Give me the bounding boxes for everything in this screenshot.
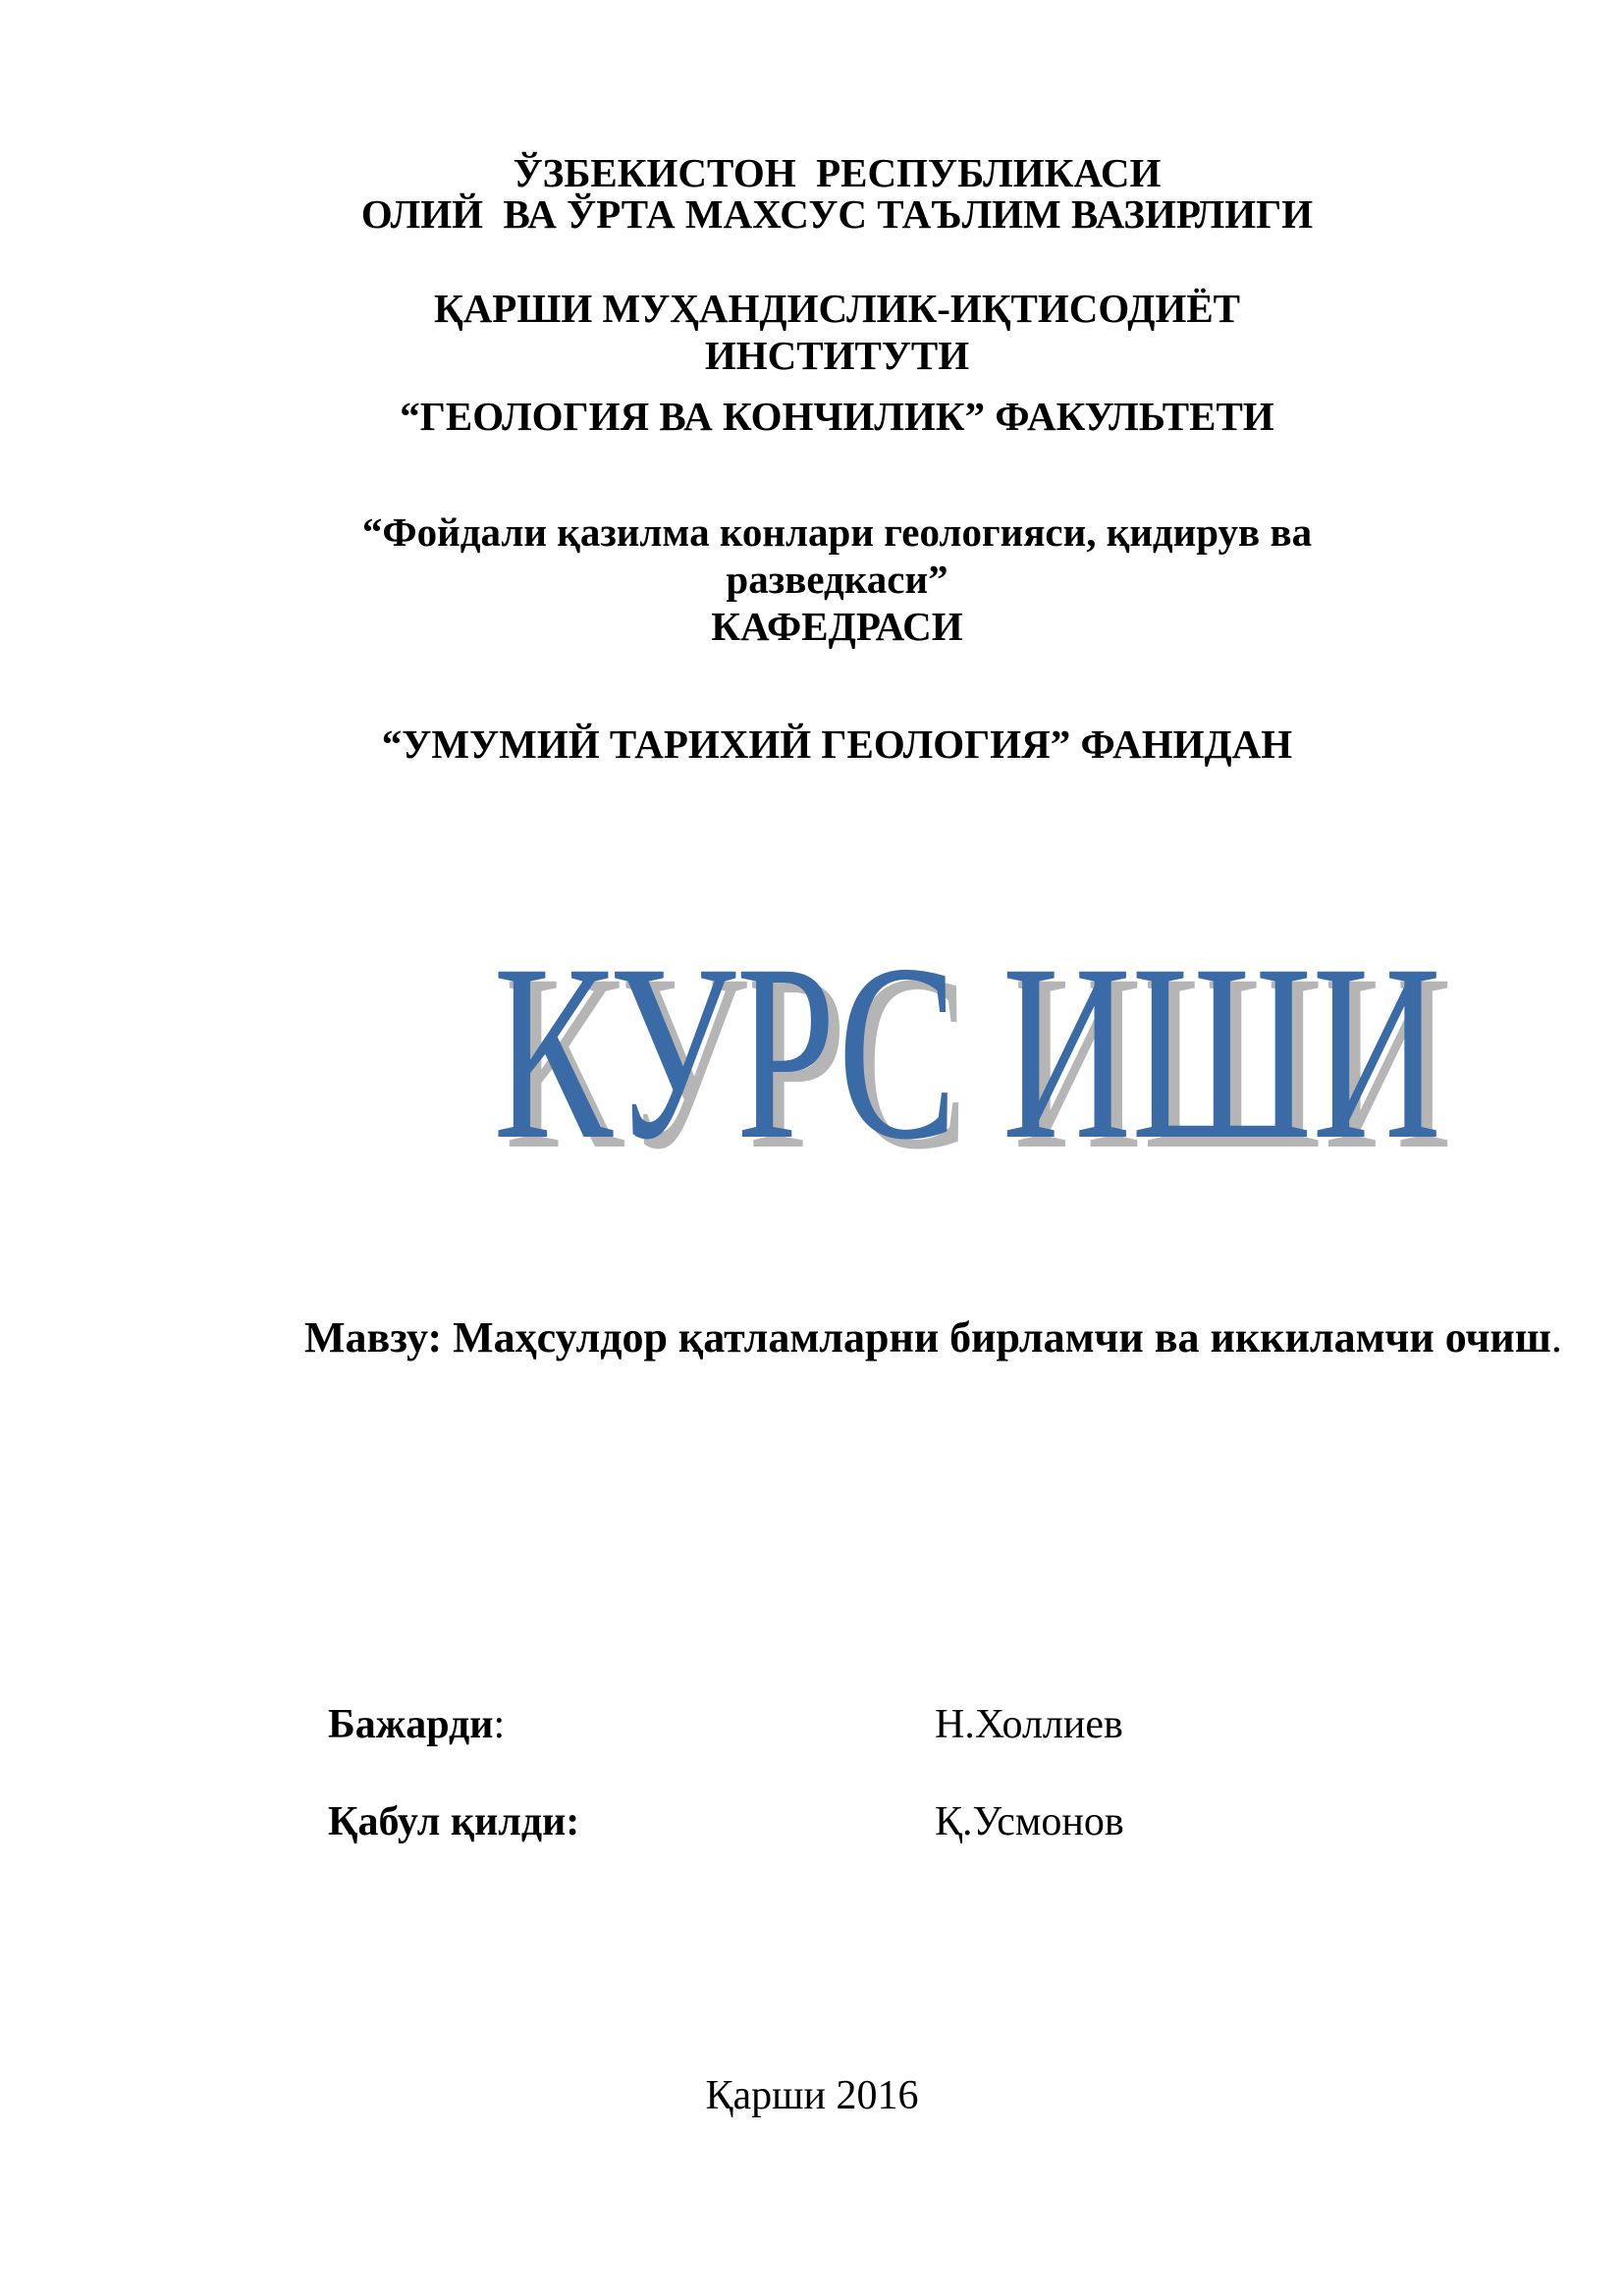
reviewer-label-text: Қабул қилди:: [328, 1799, 580, 1844]
topic-line: [304, 1314, 1562, 1362]
topic-text: Маҳсулдор қатламларни бирламчи ва иккиламчи очиш: [442, 1313, 1551, 1362]
city-year: Қарши 2016: [705, 2073, 919, 2118]
topic-period: .: [1550, 1313, 1562, 1362]
faculty-name: “ГЕОЛОГИЯ ВА КОНЧИЛИК” ФАКУЛЬТЕТИ: [400, 394, 1274, 439]
performer-label: [328, 1701, 505, 1748]
course-work-title-text: КУРС ИШИ: [493, 912, 1442, 1192]
institute-name: ҚАРШИ МУҲАНДИСЛИК-ИҚТИСОДИЁТ ИНСТИТУТИ: [433, 286, 1251, 378]
ministry-line: ОЛИЙ ВА ЎРТА МАХСУС ТАЪЛИМ ВАЗИРЛИГИ: [360, 191, 1314, 237]
performer-row: [299, 1701, 1375, 1748]
performer-label-colon: :: [493, 1702, 506, 1747]
department-title: “Фойдали қазилма конлари геологияси, қидирув ва разведкаси”: [361, 509, 1323, 602]
performer-name: Н.Холлиев: [935, 1702, 1123, 1747]
reviewer-label: [328, 1798, 579, 1845]
reviewer-name: Қ.Усмонов: [935, 1799, 1124, 1844]
reviewer-row: [299, 1798, 1375, 1845]
department-label: КАФЕДРАСИ: [711, 604, 963, 649]
course-work-title: [299, 906, 1442, 1198]
content-column: [299, 0, 1562, 2296]
performer-label-text: Бажарди: [328, 1702, 494, 1747]
topic-label: Мавзу:: [304, 1313, 443, 1362]
republic-line: ЎЗБЕКИСТОН РЕСПУБЛИКАСИ: [513, 150, 1162, 195]
subject-line: “УМУМИЙ ТАРИХИЙ ГЕОЛОГИЯ” ФАНИДАН: [381, 721, 1293, 767]
